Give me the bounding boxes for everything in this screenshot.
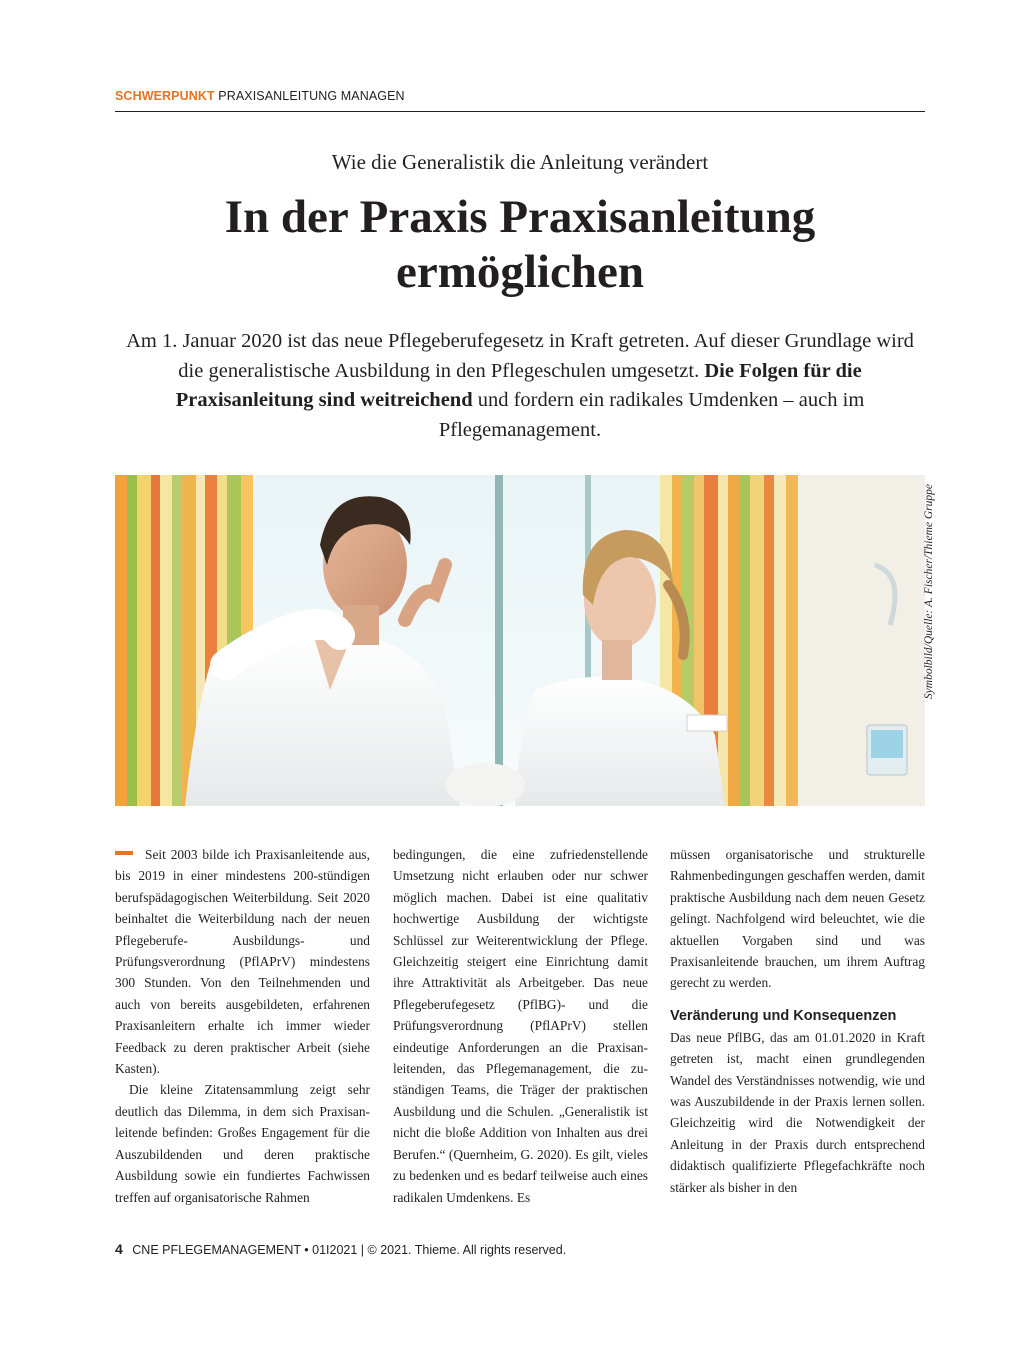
body-column-3 bbox=[670, 844, 925, 1198]
footer-text: CNE PFLEGEMANAGEMENT • 01I2021 | © 2021. Thieme. All rights reserved. bbox=[132, 1243, 567, 1257]
body-column-2 bbox=[393, 844, 648, 1208]
page-footer bbox=[115, 1241, 925, 1257]
article-subtitle: Wie die Generalistik die Anleitung verändert bbox=[331, 150, 709, 174]
lead-bold: Die Folgen für die Praxisanleitung sind weitreichend bbox=[175, 359, 862, 411]
section-heading: Veränderung und Konsequenzen bbox=[670, 1007, 897, 1024]
accent-dash-icon bbox=[115, 851, 133, 855]
body-paragraph: bedingungen, die eine zufriedenstellende Umsetzung nicht erlauben oder nur schwer möglich machen. Dabei ist eine qualitativ hochwertige Ausbildung der wichtigste Schlüssel zur Weiterentwicklung der Pflege. Gleichzeitig steigert eine Einrichtung damit ihre Attraktivität als Arbeitgeber. Das neue Pflegeberufegesetz (PflBG)- und die Prüfungsverordnung (PflAPrV) stellen eindeutige Anforderungen an die Praxisanleitenden, das Pflegemanagement, die zuständigen Teams, die Träger der praktischen Ausbildung und die Schulen. „Generalistik ist nicht die bloße Addition von Inhalten aus drei Berufen.“ (Quernheim, G. 2020). Es gilt, vieles zu bedenken und es bedarf teilweise auch eines radikalen Umdenkens. Es bbox=[393, 847, 648, 1205]
running-head bbox=[115, 89, 925, 112]
lead-text-2: und fordern ein radikales Umdenken – auch im Pflegemanagement. bbox=[438, 389, 865, 441]
body-paragraph: Seit 2003 bilde ich Praxisanleitende aus, bis 2019 in einer mindestens 200-stündigen berufspädagogischen Weiterbildung. Seit 2020 beinhaltet die Weiterbildung nach der neuen Pflegeberufe- Ausbildungs- und Prüfungsverordnung (PflAPrV) mindestens 300 Stunden. Von den Teilnehmenden und auch von bereits ausgebildeten, erfahrenen Praxisanleitern erhalte ich immer wieder Feedback zu deren praktischer Arbeit (siehe Kasten). bbox=[115, 847, 370, 1077]
body-paragraph: müssen organisatorische und strukturelle Rahmenbedingungen geschaffen werden, damit praktische Ausbildung nach dem neuen Gesetz gelingt. Nachfolgend wird beleuchtet, wie die aktuellen Vorgaben sind und was Praxisanleitende brauchen, um ihrem Auftrag gerecht zu werden. bbox=[670, 847, 925, 991]
photo-credit-text: Symbolbild/Quelle: A. Fischer/Thieme Gruppe bbox=[923, 484, 935, 700]
page-number: 4 bbox=[115, 1241, 123, 1257]
body-column-1 bbox=[115, 844, 370, 1208]
body-paragraph: Das neue PflBG, das am 01.01.2020 in Kraft getreten ist, macht einen grundlegenden Wandel des Verständnisses notwendig, wie und was Auszubildende in der Praxis lernen sollen. Gleichzeitig wird die Notwendigkeit der Anleitung in der Praxis durch entsprechend didaktisch qualifizierte Pflegefachkräfte noch stärker als bisher in den bbox=[670, 1029, 925, 1195]
lead-text-1: Am 1. Januar 2020 ist das neue Pflegeberufegesetz in Kraft getreten. Auf dieser Grundlage wird die generalistische Ausbildung in den Pflegeschulen umgesetzt. bbox=[126, 330, 914, 382]
photo-credit bbox=[909, 484, 935, 704]
article-lead bbox=[122, 327, 918, 445]
running-head-section: PRAXISANLEITUNG MANAGEN bbox=[218, 89, 405, 103]
body-paragraph: Die kleine Zitatensammlung zeigt sehr deutlich das Dilemma, in dem sich Praxisanleitende befinden: Großes Engagement für die Auszubildenden und deren praktische Ausbildung sowie ein fundiertes Fachwissen treffen auf organisatorische Rahmen bbox=[115, 1082, 370, 1205]
running-head-kicker: SCHWERPUNKT bbox=[115, 89, 215, 103]
article-photo bbox=[115, 475, 925, 806]
article-title: In der Praxis Praxisanleitung ermöglichen bbox=[224, 191, 816, 298]
